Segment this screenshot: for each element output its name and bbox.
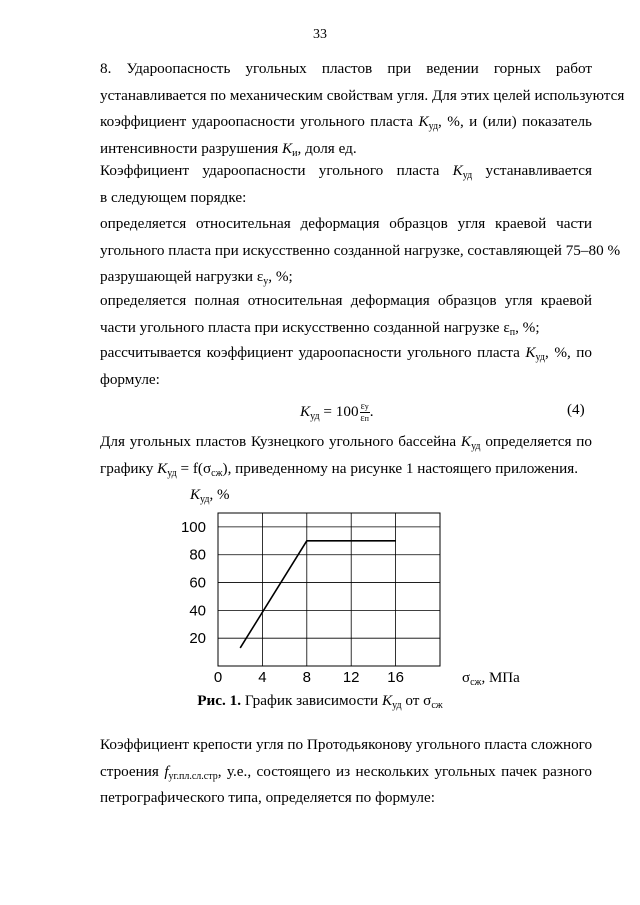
para4-line-2: [100, 315, 592, 342]
figure-caption: [0, 692, 640, 710]
paragraph-2: [100, 158, 592, 211]
symbol: f: [164, 762, 169, 780]
y-tick-label: 100: [180, 518, 206, 536]
para7-line-1: Коэффициент крепости угля по Протодьяконову угольного пласта сложного: [100, 736, 593, 753]
para5-line-2: формуле:: [100, 370, 160, 388]
caption-text-b: от σ: [401, 692, 432, 709]
symbol: K: [452, 162, 463, 179]
paragraph-3: [100, 211, 621, 291]
y-tick-label: 40: [189, 602, 206, 620]
symbol-subscript: уд: [428, 121, 439, 132]
caption-text-a: График зависимости: [241, 692, 382, 709]
para7-line-2: [100, 759, 592, 786]
symbol: ε: [503, 318, 510, 336]
paragraph-4: [100, 288, 592, 341]
para6-line-1: [100, 429, 592, 456]
para6-line-2: [100, 456, 592, 483]
x-axis-label: $\sigma_{сж}$, МПа: [462, 670, 520, 688]
symbol: K: [157, 459, 168, 477]
formula-k-sub: уд: [310, 410, 320, 422]
numerator-eps: ε: [360, 401, 365, 412]
para4-line-2-text: части угольного пласта при искусственно созданной нагрузке $\varepsilon_п$, %;: [100, 318, 540, 338]
x-tick-label: 16: [387, 669, 404, 686]
symbol-subscript: сж: [211, 467, 223, 479]
formula-number: (4): [567, 401, 585, 418]
formula-eq: = 100: [319, 402, 359, 420]
symbol: σ: [202, 459, 212, 477]
paragraph-6: [100, 429, 592, 482]
fraction-denominator: [360, 413, 370, 424]
symbol: ε: [256, 268, 264, 285]
plot-frame: [218, 513, 440, 666]
x-tick-label: 4: [258, 669, 267, 686]
para6-line-2-text: графику $K_{уд} = f(\sigma_{сж})$, приведенному на рисунке 1 настоящего приложения.: [100, 459, 578, 479]
symbol-subscript: и: [292, 147, 298, 159]
caption-label: Рис. 1.: [197, 692, 242, 709]
para1-line-2: устанавливается по механическим свойствам угля. Для этих целей используются: [100, 86, 625, 104]
y-tick-label: 20: [189, 630, 206, 648]
denominator-sub: п: [364, 414, 369, 423]
symbol: K: [282, 139, 293, 157]
paragraph-5: [100, 340, 592, 393]
paragraph-7: [100, 732, 592, 812]
fraction-numerator: [360, 401, 370, 413]
para3-line-3: [100, 264, 592, 291]
page-number: 33: [313, 27, 327, 42]
para5-line-1: [100, 340, 592, 367]
symbol-subscript: уд: [471, 441, 481, 452]
symbol-subscript: у: [263, 276, 269, 287]
symbol-subscript: уг.пл.сл.стр: [168, 770, 218, 782]
y-tick-label: 60: [189, 574, 206, 592]
para5-line-1-text: рассчитывается коэффициент удароопасности угольного пласта $K_{уд}$, %, по: [100, 344, 593, 363]
para3-line-1: определяется относительная деформация образцов угля краевой части: [100, 215, 592, 232]
para2-line-1-text: Коэффициент удароопасности угольного пласта $K_{уд}$ устанавливается: [100, 162, 592, 181]
symbol-subscript: уд: [167, 467, 177, 479]
para3-line-3-text: разрушающей нагрузки $\varepsilon_у$, %;: [100, 268, 293, 287]
denominator-eps: ε: [360, 413, 365, 424]
para3-line-2: угольного пласта при искусственно созданной нагрузке, составляющей 75–80 %: [100, 241, 621, 259]
para7-line-3: петрографического типа, определяется по формуле:: [100, 789, 435, 806]
y-axis-label: $K_{уд}$, %: [190, 487, 230, 505]
x-tick-label: 8: [302, 669, 311, 686]
para1-line-3: [100, 109, 592, 136]
caption-k-sub: уд: [392, 700, 402, 711]
formula-k: K: [300, 402, 311, 420]
y-tick-label: 80: [189, 546, 206, 564]
x-tick-label: 0: [213, 669, 223, 686]
caption-k: K: [381, 692, 393, 709]
symbol: K: [418, 113, 429, 130]
symbol-subscript: уд: [535, 352, 545, 363]
x-tick-label: 12: [342, 669, 360, 686]
para2-line-2: в следующем порядке:: [100, 188, 247, 206]
symbol-subscript: уд: [462, 170, 473, 181]
para1-line-1: 8. Удароопасность угольных пластов при ведении горных работ: [100, 60, 592, 77]
caption-sigma-sub: сж: [431, 700, 443, 711]
para1-line-4-text: интенсивности разрушения $K_и$, доля ед.: [100, 139, 357, 159]
para6-line-1-text: Для угольных пластов Кузнецкого угольного бассейна $K_{уд}$ определяется по: [100, 433, 593, 452]
paragraph-1: [100, 56, 625, 162]
formula-end: .: [369, 402, 374, 420]
formula-fraction: [360, 401, 370, 424]
k-ud-chart: [150, 480, 520, 688]
series-line: [240, 541, 395, 648]
para1-line-3-text: коэффициент удароопасности угольного пласта $K_{уд}$, %, и (или) показатель: [100, 113, 592, 132]
numerator-sub: у: [364, 402, 369, 411]
para4-line-1: определяется полная относительная деформация образцов угля краевой: [100, 292, 592, 309]
formula-expression: [300, 401, 374, 424]
symbol-subscript: п: [509, 326, 516, 338]
symbol: K: [525, 344, 536, 361]
para7-line-2-text: строения $f_{уг.пл.сл.стр}$, у.е., состоящего из нескольких угольных пачек разного: [100, 762, 592, 782]
para2-line-1: [100, 158, 592, 185]
symbol: K: [460, 433, 472, 450]
